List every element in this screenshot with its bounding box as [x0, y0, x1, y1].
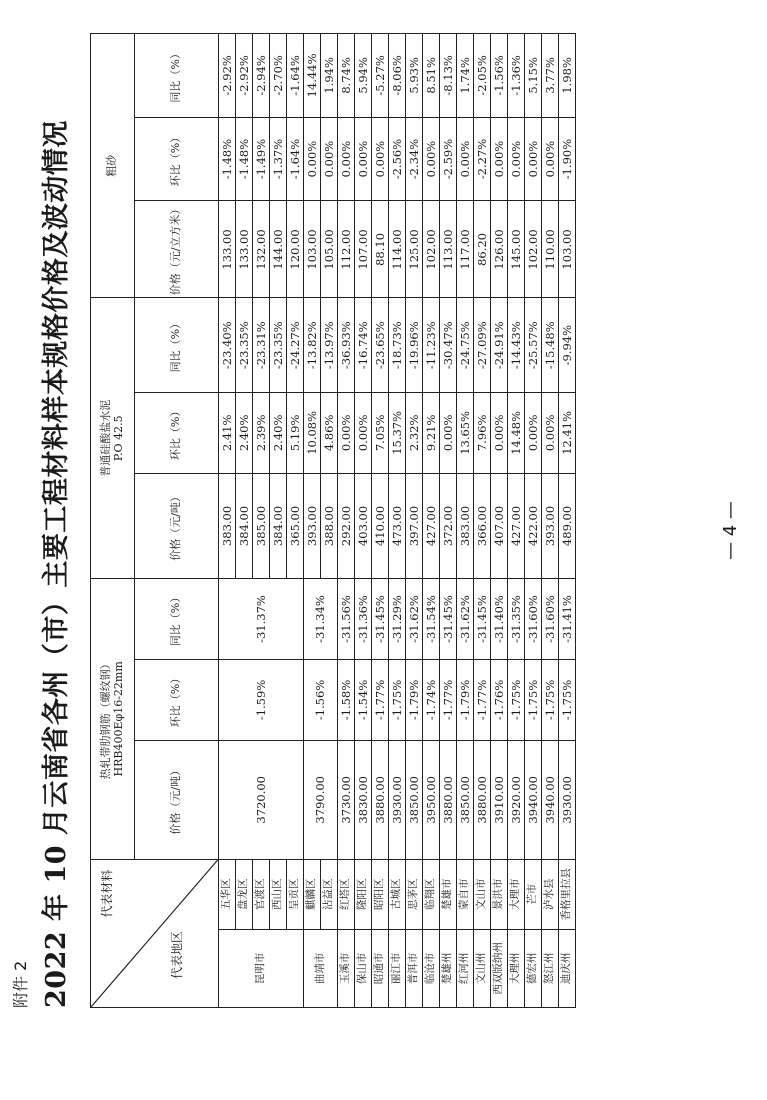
steel-mom: -1.54% — [355, 660, 372, 741]
sand-mom: 0.00% — [372, 117, 389, 201]
cement-mom: 0.00% — [440, 392, 457, 473]
steel-yoy: -31.40% — [491, 579, 508, 660]
sand-price: 112.00 — [338, 201, 355, 298]
cement-yoy: -15.48% — [542, 298, 559, 392]
sand-yoy: -1.64% — [287, 34, 304, 118]
region-city: 楚雄州 — [440, 929, 457, 1007]
table-row — [219, 34, 236, 1008]
sand-mom: 0.00% — [525, 117, 542, 201]
cement-yoy: -13.97% — [321, 298, 338, 392]
cement-yoy: -13.82% — [304, 298, 321, 392]
region-city: 文山州 — [474, 929, 491, 1007]
sand-price: 102.00 — [525, 201, 542, 298]
table-row — [270, 34, 287, 1008]
sand-yoy: 8.74% — [338, 34, 355, 118]
cement-yoy: -14.43% — [508, 298, 525, 392]
steel-price: 3920.00 — [508, 740, 525, 859]
steel-price: 3880.00 — [474, 740, 491, 859]
region-district: 景洪市 — [491, 859, 508, 929]
cement-mom: 2.40% — [270, 392, 287, 473]
sand-price: 103.00 — [304, 201, 321, 298]
region-city: 玉溪市 — [338, 929, 355, 1007]
cement-yoy: -25.57% — [525, 298, 542, 392]
cement-price: 427.00 — [508, 473, 525, 578]
cement-price: 366.00 — [474, 473, 491, 578]
steel-price: 3850.00 — [406, 740, 423, 859]
region-district: 大理市 — [508, 859, 525, 929]
sand-mom: -1.37% — [270, 117, 287, 201]
cement-price: 397.00 — [406, 473, 423, 578]
cement-mom: 5.19% — [287, 392, 304, 473]
cement-price: 393.00 — [304, 473, 321, 578]
cement-mom: 4.86% — [321, 392, 338, 473]
cement-price: 410.00 — [372, 473, 389, 578]
steel-yoy: -31.35% — [508, 579, 525, 660]
steel-price: 3930.00 — [389, 740, 406, 859]
table-row — [474, 34, 491, 1008]
table-body — [219, 34, 576, 1008]
sand-yoy: 1.94% — [321, 34, 338, 118]
region-district: 沾益区 — [321, 859, 338, 929]
sand-mom: 0.00% — [542, 117, 559, 201]
region-district: 泸水县 — [542, 859, 559, 929]
cement-price: 489.00 — [559, 473, 576, 578]
sand-mom: -1.48% — [236, 117, 253, 201]
cement-mom: 0.00% — [338, 392, 355, 473]
sand-mom: 0.00% — [338, 117, 355, 201]
region-district: 五华区 — [219, 859, 236, 929]
sand-price-header: 价格（元/立方米） — [135, 201, 219, 298]
cement-mom: 2.39% — [253, 392, 270, 473]
sand-price: 144.00 — [270, 201, 287, 298]
steel-yoy: -31.56% — [338, 579, 355, 660]
region-district: 昭阳区 — [372, 859, 389, 929]
region-district: 麒麟区 — [304, 859, 321, 929]
cement-mom: 0.00% — [542, 392, 559, 473]
steel-mom: -1.79% — [406, 660, 423, 741]
table-row — [321, 34, 338, 1008]
sand-mom: -1.64% — [287, 117, 304, 201]
region-district: 盘龙区 — [236, 859, 253, 929]
sand-header: 粗砂 — [91, 34, 135, 298]
sand-mom: 0.00% — [355, 117, 372, 201]
steel-yoy: -31.62% — [406, 579, 423, 660]
cement-yoy: -24.75% — [457, 298, 474, 392]
sand-price: 126.00 — [491, 201, 508, 298]
sand-price: 103.00 — [559, 201, 576, 298]
steel-mom: -1.59% — [219, 660, 304, 741]
cement-price: 427.00 — [423, 473, 440, 578]
table-row — [355, 34, 372, 1008]
region-district: 楚雄市 — [440, 859, 457, 929]
table-row — [304, 34, 321, 1008]
sand-yoy: 3.77% — [542, 34, 559, 118]
steel-mom: -1.74% — [423, 660, 440, 741]
region-district: 临翔区 — [423, 859, 440, 929]
cement-spec: P.O 42.5 — [111, 415, 125, 462]
steel-price: 3940.00 — [542, 740, 559, 859]
cement-mom: 0.00% — [355, 392, 372, 473]
cement-price: 292.00 — [338, 473, 355, 578]
cement-yoy: -19.96% — [406, 298, 423, 392]
table-row — [236, 34, 253, 1008]
steel-price: 3910.00 — [491, 740, 508, 859]
cement-price: 383.00 — [219, 473, 236, 578]
cement-price: 473.00 — [389, 473, 406, 578]
steel-yoy: -31.37% — [219, 579, 304, 660]
table-row — [287, 34, 304, 1008]
table-row — [440, 34, 457, 1008]
sand-mom: 0.00% — [423, 117, 440, 201]
table-row — [423, 34, 440, 1008]
table-row — [338, 34, 355, 1008]
cement-mom: 0.00% — [525, 392, 542, 473]
cement-mom: 2.32% — [406, 392, 423, 473]
region-city: 保山市 — [355, 929, 372, 1007]
region-district: 古城区 — [389, 859, 406, 929]
steel-mom-header: 环比（%） — [135, 660, 219, 741]
cement-yoy: -23.35% — [236, 298, 253, 392]
steel-price: 3950.00 — [423, 740, 440, 859]
sand-price: 105.00 — [321, 201, 338, 298]
steel-mom: -1.75% — [542, 660, 559, 741]
sand-mom: 0.00% — [321, 117, 338, 201]
sand-yoy: -2.94% — [253, 34, 270, 118]
cement-mom: 15.37% — [389, 392, 406, 473]
sand-yoy: 8.51% — [423, 34, 440, 118]
cement-price: 383.00 — [457, 473, 474, 578]
region-district: 官渡区 — [253, 859, 270, 929]
steel-price: 3850.00 — [457, 740, 474, 859]
cement-yoy: -24.27% — [287, 298, 304, 392]
sand-yoy: 1.74% — [457, 34, 474, 118]
region-city: 曲靖市 — [304, 929, 338, 1007]
sand-yoy: 5.93% — [406, 34, 423, 118]
steel-name: 热轧带肋钢筋（螺纹钢） — [99, 658, 113, 780]
sand-yoy: 1.98% — [559, 34, 576, 118]
sand-yoy: -2.05% — [474, 34, 491, 118]
cement-yoy: -23.40% — [219, 298, 236, 392]
steel-price: 3930.00 — [559, 740, 576, 859]
steel-mom: -1.77% — [440, 660, 457, 741]
cement-price: 388.00 — [321, 473, 338, 578]
sand-yoy-header: 同比（%） — [135, 34, 219, 118]
sand-mom-header: 环比（%） — [135, 117, 219, 201]
sand-yoy: -5.27% — [372, 34, 389, 118]
page-title: 2022 年 10 月云南省各州（市）主要工程材料样本规格价格及波动情况 — [41, 120, 72, 1008]
steel-mom: -1.56% — [304, 660, 338, 741]
steel-yoy: -31.41% — [559, 579, 576, 660]
sand-price: 88.10 — [372, 201, 389, 298]
steel-price: 3730.00 — [338, 740, 355, 859]
cement-mom: 2.41% — [219, 392, 236, 473]
sand-yoy: -2.70% — [270, 34, 287, 118]
sand-yoy: -1.56% — [491, 34, 508, 118]
region-city: 丽江市 — [389, 929, 406, 1007]
cement-mom: 9.21% — [423, 392, 440, 473]
sand-mom: -2.34% — [406, 117, 423, 201]
cement-yoy: -18.73% — [389, 298, 406, 392]
steel-mom: -1.76% — [491, 660, 508, 741]
sand-yoy: -8.13% — [440, 34, 457, 118]
sand-price: 120.00 — [287, 201, 304, 298]
sand-yoy: 5.94% — [355, 34, 372, 118]
cement-price: 403.00 — [355, 473, 372, 578]
cement-yoy: -11.23% — [423, 298, 440, 392]
sand-price: 125.00 — [406, 201, 423, 298]
table-row — [559, 34, 576, 1008]
sand-price: 114.00 — [389, 201, 406, 298]
steel-yoy-header: 同比（%） — [135, 579, 219, 660]
table-row — [508, 34, 525, 1008]
material-label: 代表材料 — [100, 869, 114, 918]
cement-price-header: 价格（元/吨） — [135, 473, 219, 578]
table-row — [389, 34, 406, 1008]
cement-price: 422.00 — [525, 473, 542, 578]
cement-mom: 2.40% — [236, 392, 253, 473]
cement-yoy: -36.93% — [338, 298, 355, 392]
sand-price: 107.00 — [355, 201, 372, 298]
cement-mom-header: 环比（%） — [135, 392, 219, 473]
steel-price: 3790.00 — [304, 740, 338, 859]
steel-price: 3880.00 — [372, 740, 389, 859]
region-city: 临沧市 — [423, 929, 440, 1007]
table-row — [525, 34, 542, 1008]
sand-mom: 0.00% — [508, 117, 525, 201]
steel-yoy: -31.45% — [372, 579, 389, 660]
sand-mom: -1.49% — [253, 117, 270, 201]
cement-price: 385.00 — [253, 473, 270, 578]
table-row — [457, 34, 474, 1008]
region-city: 普洱市 — [406, 929, 423, 1007]
cement-mom: 7.05% — [372, 392, 389, 473]
table-row — [406, 34, 423, 1008]
cement-yoy: -23.31% — [253, 298, 270, 392]
region-city: 红河州 — [457, 929, 474, 1007]
cement-yoy: -23.65% — [372, 298, 389, 392]
region-city: 迪庆州 — [559, 929, 576, 1007]
steel-yoy: -31.29% — [389, 579, 406, 660]
sand-yoy: 5.15% — [525, 34, 542, 118]
cement-yoy: -24.91% — [491, 298, 508, 392]
cement-yoy: -9.94% — [559, 298, 576, 392]
region-city: 西双版纳州 — [491, 929, 508, 1007]
steel-yoy: -31.34% — [304, 579, 338, 660]
steel-yoy: -31.45% — [474, 579, 491, 660]
cement-mom: 14.48% — [508, 392, 525, 473]
cement-mom: 7.96% — [474, 392, 491, 473]
table-row — [491, 34, 508, 1008]
steel-price: 3720.00 — [219, 740, 304, 859]
cement-yoy: -27.09% — [474, 298, 491, 392]
sand-price: 145.00 — [508, 201, 525, 298]
cement-mom: 0.00% — [491, 392, 508, 473]
region-district: 文山市 — [474, 859, 491, 929]
sand-yoy: -2.92% — [219, 34, 236, 118]
table-row — [253, 34, 270, 1008]
steel-mom: -1.75% — [389, 660, 406, 741]
steel-mom: -1.79% — [457, 660, 474, 741]
sand-price: 132.00 — [253, 201, 270, 298]
region-label: 代表地区 — [169, 930, 184, 979]
cement-yoy: -16.74% — [355, 298, 372, 392]
sand-price: 110.00 — [542, 201, 559, 298]
region-city: 昆明市 — [219, 929, 304, 1007]
steel-mom: -1.75% — [508, 660, 525, 741]
steel-yoy: -31.60% — [542, 579, 559, 660]
cement-price: 384.00 — [236, 473, 253, 578]
cement-price: 365.00 — [287, 473, 304, 578]
sand-price: 117.00 — [457, 201, 474, 298]
price-table — [90, 33, 576, 1008]
cement-mom: 12.41% — [559, 392, 576, 473]
sand-price: 86.20 — [474, 201, 491, 298]
table-row — [372, 34, 389, 1008]
steel-price-header: 价格（元/吨） — [135, 740, 219, 859]
sand-mom: 0.00% — [304, 117, 321, 201]
steel-price: 3880.00 — [440, 740, 457, 859]
steel-header — [91, 579, 135, 860]
region-city: 大理州 — [508, 929, 525, 1007]
region-district: 红塔区 — [338, 859, 355, 929]
region-city: 德宏州 — [525, 929, 542, 1007]
page-number: — 4 — — [720, 501, 741, 560]
region-district: 蒙自市 — [457, 859, 474, 929]
cement-price: 407.00 — [491, 473, 508, 578]
region-city: 昭通市 — [372, 929, 389, 1007]
region-district: 隆阳区 — [355, 859, 372, 929]
steel-yoy: -31.36% — [355, 579, 372, 660]
steel-yoy: -31.60% — [525, 579, 542, 660]
steel-price: 3940.00 — [525, 740, 542, 859]
region-district: 香格里拉县 — [559, 859, 576, 929]
sand-price: 133.00 — [236, 201, 253, 298]
attachment-label: 附件 2 — [11, 960, 30, 1008]
cement-price: 393.00 — [542, 473, 559, 578]
sand-mom: -1.90% — [559, 117, 576, 201]
cement-yoy: -23.35% — [270, 298, 287, 392]
sand-yoy: -8.06% — [389, 34, 406, 118]
sand-mom: -2.56% — [389, 117, 406, 201]
region-district: 芒市 — [525, 859, 542, 929]
sand-mom: -1.48% — [219, 117, 236, 201]
steel-mom: -1.75% — [559, 660, 576, 741]
diagonal-header-cell — [91, 859, 219, 1007]
sand-mom: -2.59% — [440, 117, 457, 201]
sand-price: 102.00 — [423, 201, 440, 298]
steel-mom: -1.77% — [474, 660, 491, 741]
steel-price: 3830.00 — [355, 740, 372, 859]
cement-yoy: -30.47% — [440, 298, 457, 392]
sand-yoy: -1.36% — [508, 34, 525, 118]
cement-mom: 10.08% — [304, 392, 321, 473]
table-row — [542, 34, 559, 1008]
region-district: 思茅区 — [406, 859, 423, 929]
steel-mom: -1.75% — [525, 660, 542, 741]
sand-price: 133.00 — [219, 201, 236, 298]
sand-mom: 0.00% — [457, 117, 474, 201]
sand-yoy: 14.44% — [304, 34, 321, 118]
cement-yoy-header: 同比（%） — [135, 298, 219, 392]
cement-price: 384.00 — [270, 473, 287, 578]
sand-yoy: -2.92% — [236, 34, 253, 118]
region-district: 呈贡区 — [287, 859, 304, 929]
region-district: 西山区 — [270, 859, 287, 929]
region-city: 怒江州 — [542, 929, 559, 1007]
steel-mom: -1.77% — [372, 660, 389, 741]
cement-price: 372.00 — [440, 473, 457, 578]
cement-mom: 13.65% — [457, 392, 474, 473]
steel-mom: -1.58% — [338, 660, 355, 741]
steel-yoy: -31.62% — [457, 579, 474, 660]
cement-name: 普通硅酸盐水泥 — [99, 399, 113, 477]
steel-spec: HRB400Eφ16-22mm — [111, 661, 125, 777]
steel-yoy: -31.45% — [440, 579, 457, 660]
sand-mom: -2.27% — [474, 117, 491, 201]
steel-yoy: -31.54% — [423, 579, 440, 660]
cement-header — [91, 298, 135, 579]
sand-price: 113.00 — [440, 201, 457, 298]
sand-mom: 0.00% — [491, 117, 508, 201]
